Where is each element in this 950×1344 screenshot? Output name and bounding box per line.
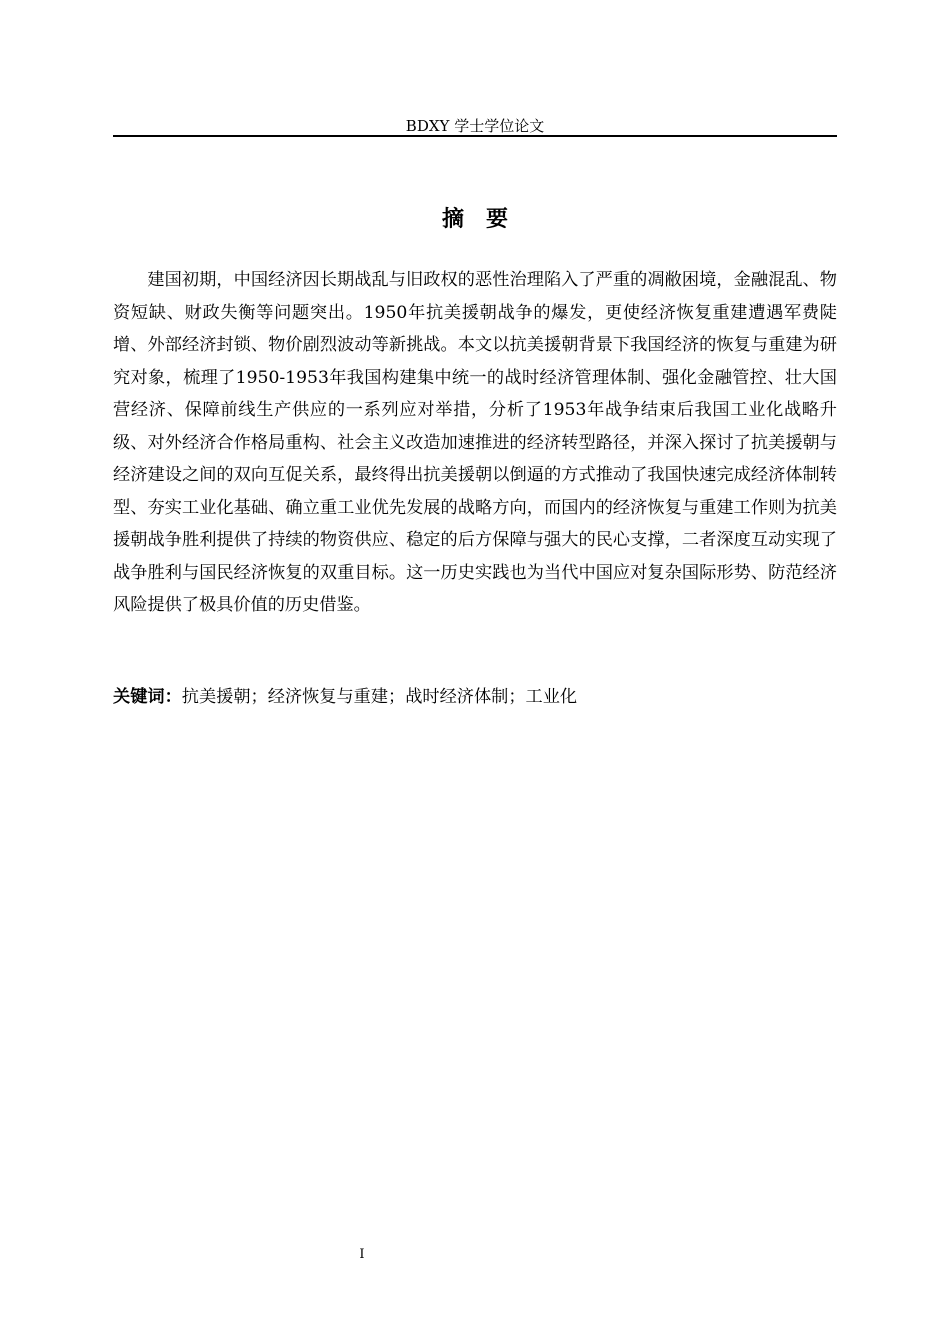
abstract-title: 摘要 bbox=[441, 207, 530, 232]
keywords-text: 抗美援朝；经济恢复与重建；战时经济体制；工业化 bbox=[181, 687, 578, 707]
page-number: I bbox=[359, 1247, 365, 1262]
running-header: BDXY 学士学位论文 bbox=[405, 117, 545, 135]
keywords-label: 关键词： bbox=[113, 687, 182, 707]
keywords-line bbox=[113, 681, 837, 713]
header-rule bbox=[113, 135, 837, 137]
abstract-body: 建国初期，中国经济因长期战乱与旧政权的恶性治理陷入了严重的凋敝困境，金融混乱、物资短缺、财政失衡等问题突出。1950年抗美援朝战争的爆发，更使经济恢复重建遭遇军费陡增、外部经济封锁、物价剧烈波动等新挑战。本文以抗美援朝背景下我国经济的恢复与重建为研究对象，梳理了1950-1953年我国构建集中统一的战时经济管理体制、强化金融管控、壮大国营经济、保障前线生产供应的一系列应对举措，分析了1953年战争结束后我国工业化战略升级、对外经济合作格局重构、社会主义改造加速推进的经济转型路径，并深入探讨了抗美援朝与经济建设之间的双向互促关系，最终得出抗美援朝以倒逼的方式推动了我国快速完成经济体制转型、夯实工业化基础、确立重工业优先发展的战略方向，而国内的经济恢复与重建工作则为抗美援朝战争胜利提供了持续的物资供应、稳定的后方保障与强大的民心支撑，二者深度互动实现了战争胜利与国民经济恢复的双重目标。这一历史实践也为当代中国应对复杂国际形势、防范经济风险提供了极具价值的历史借鉴。 bbox=[113, 270, 837, 615]
